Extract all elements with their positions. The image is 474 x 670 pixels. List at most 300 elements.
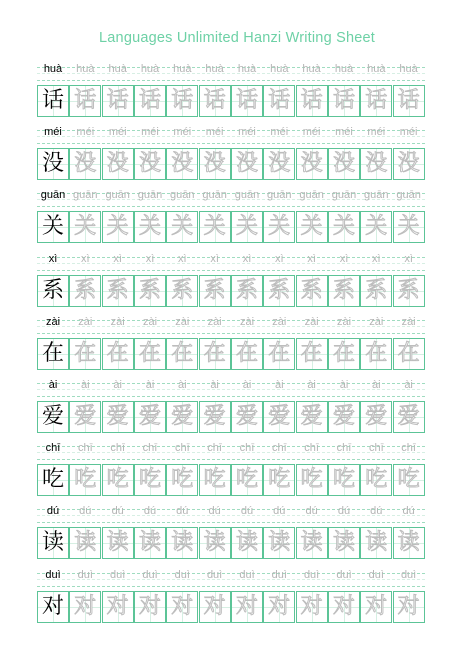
trace-pinyin: duì [271, 568, 287, 581]
trace-pinyin: dú [240, 505, 254, 518]
trace-character: 系 [74, 277, 97, 303]
trace-character: 关 [300, 214, 323, 240]
trace-character: 在 [106, 340, 129, 366]
model-pinyin: xì [48, 252, 58, 265]
practice-row [37, 568, 425, 624]
trace-character: 吃 [268, 467, 291, 493]
trace-character-box [102, 401, 134, 433]
model-character: 对 [41, 593, 64, 619]
trace-character-box [393, 464, 425, 496]
model-character-box [37, 591, 69, 623]
trace-character-box [166, 275, 198, 307]
trace-pinyin: ài [145, 379, 155, 391]
model-pinyin: duì [45, 568, 61, 581]
model-pinyin: méi [44, 126, 62, 139]
trace-character: 爱 [106, 404, 129, 429]
trace-pinyin: ài [339, 379, 349, 391]
trace-character-box [134, 275, 166, 307]
trace-character: 吃 [203, 467, 226, 493]
trace-character: 关 [106, 214, 129, 240]
trace-pinyin: guān [299, 189, 324, 202]
trace-character: 对 [171, 593, 194, 619]
trace-character-box [166, 148, 198, 180]
trace-pinyin: duì [400, 568, 417, 581]
trace-character: 在 [332, 340, 355, 366]
trace-pinyin: huà [108, 63, 127, 75]
trace-character-box [360, 85, 392, 117]
trace-character-box [199, 275, 231, 307]
model-pinyin: zài [45, 315, 61, 328]
model-character: 话 [41, 88, 64, 113]
trace-character-box [263, 338, 295, 370]
trace-pinyin: ài [242, 379, 252, 391]
trace-character-box [296, 148, 328, 180]
trace-character-box [296, 527, 328, 559]
practice-row [37, 441, 425, 497]
trace-pinyin: méi [399, 126, 418, 139]
trace-pinyin: ài [113, 379, 122, 391]
trace-character: 吃 [138, 467, 161, 493]
trace-character: 对 [300, 593, 323, 619]
trace-character: 在 [171, 340, 194, 366]
trace-character: 爱 [203, 404, 226, 429]
trace-character-box [263, 275, 295, 307]
trace-pinyin: chī [401, 442, 416, 455]
trace-pinyin: méi [238, 126, 256, 139]
trace-pinyin: ài [210, 379, 219, 391]
trace-pinyin: duì [77, 568, 93, 581]
trace-pinyin: chī [336, 442, 352, 455]
trace-pinyin: ài [307, 379, 316, 391]
trace-character: 没 [235, 151, 258, 177]
trace-character: 爱 [171, 404, 194, 429]
trace-character-box [231, 401, 263, 433]
trace-pinyin: dú [273, 505, 286, 518]
trace-pinyin: guān [202, 189, 227, 202]
trace-character: 读 [397, 530, 420, 556]
trace-character-box [199, 527, 231, 559]
trace-character-box [328, 527, 360, 559]
model-pinyin: ài [48, 379, 58, 391]
trace-character-box [69, 401, 101, 433]
trace-character-box [102, 338, 134, 370]
model-character-box [37, 527, 69, 559]
trace-character: 对 [203, 593, 226, 619]
trace-pinyin: duì [174, 568, 190, 581]
trace-pinyin: duì [110, 568, 126, 581]
trace-character: 没 [397, 151, 420, 177]
practice-row [37, 315, 425, 371]
trace-pinyin: zài [239, 315, 255, 328]
trace-character-box [263, 211, 295, 243]
trace-pinyin: ài [81, 379, 90, 391]
trace-character: 对 [106, 593, 129, 619]
trace-character: 吃 [397, 467, 420, 493]
trace-character-box [393, 148, 425, 180]
trace-pinyin: ài [275, 379, 284, 391]
trace-character-box [199, 591, 231, 623]
trace-character-box [360, 275, 392, 307]
trace-character: 系 [171, 277, 194, 303]
trace-character-box [296, 464, 328, 496]
trace-character: 读 [235, 530, 258, 556]
trace-character: 在 [268, 340, 291, 366]
trace-character: 爱 [397, 404, 420, 429]
trace-character-box [360, 464, 392, 496]
trace-character-box [393, 275, 425, 307]
model-pinyin: guān [40, 189, 66, 202]
trace-pinyin: zài [272, 315, 287, 328]
model-character-box [37, 338, 69, 370]
trace-character-box [231, 85, 263, 117]
trace-character-box [393, 401, 425, 433]
trace-character: 话 [171, 88, 194, 113]
trace-pinyin: duì [239, 568, 255, 581]
trace-character-box [102, 211, 134, 243]
trace-character: 话 [397, 88, 420, 113]
trace-character: 对 [365, 593, 388, 619]
trace-character: 吃 [300, 467, 323, 493]
model-character: 在 [41, 340, 64, 366]
trace-character: 爱 [138, 404, 161, 429]
model-character: 关 [41, 214, 64, 240]
trace-pinyin: méi [108, 126, 127, 139]
trace-pinyin: zài [401, 315, 416, 328]
trace-character: 吃 [171, 467, 194, 493]
trace-character-box [393, 85, 425, 117]
trace-character: 读 [106, 530, 129, 556]
trace-character-box [231, 211, 263, 243]
trace-pinyin: zài [78, 315, 93, 328]
trace-character-box [296, 275, 328, 307]
trace-character-box [360, 211, 392, 243]
trace-character-box [69, 591, 101, 623]
model-character: 系 [41, 277, 64, 303]
model-character: 读 [41, 530, 64, 556]
trace-character: 系 [268, 277, 291, 303]
trace-character-box [360, 401, 392, 433]
trace-pinyin: xì [339, 252, 349, 265]
trace-character: 爱 [365, 404, 388, 429]
trace-pinyin: chī [368, 442, 384, 455]
trace-character: 系 [138, 277, 161, 303]
trace-character-box [360, 148, 392, 180]
trace-character-box [231, 527, 263, 559]
trace-pinyin: dú [402, 505, 415, 518]
trace-character: 读 [300, 530, 323, 556]
trace-character-box [199, 338, 231, 370]
trace-pinyin: guān [170, 189, 195, 202]
trace-character: 读 [171, 530, 194, 556]
trace-pinyin: guān [396, 189, 421, 202]
trace-character-box [263, 85, 295, 117]
trace-character-box [69, 85, 101, 117]
trace-character: 系 [397, 277, 420, 303]
trace-pinyin: huà [140, 63, 160, 75]
trace-character: 没 [203, 151, 226, 177]
trace-pinyin: guān [137, 189, 163, 202]
trace-pinyin: duì [206, 568, 223, 581]
trace-pinyin: zài [142, 315, 158, 328]
trace-character-box [199, 401, 231, 433]
trace-pinyin: chī [110, 442, 126, 455]
trace-character-box [360, 338, 392, 370]
trace-character-box [296, 338, 328, 370]
trace-character: 爱 [74, 404, 97, 429]
trace-character: 系 [332, 277, 355, 303]
trace-pinyin: dú [305, 505, 318, 518]
model-character-box [37, 275, 69, 307]
trace-pinyin: xì [404, 252, 413, 265]
trace-pinyin: xì [372, 252, 381, 265]
trace-character: 系 [106, 277, 129, 303]
trace-character: 吃 [332, 467, 355, 493]
trace-pinyin: huà [205, 63, 224, 75]
trace-character: 关 [74, 214, 97, 240]
trace-character-box [231, 591, 263, 623]
trace-pinyin: xì [307, 252, 316, 265]
trace-pinyin: dú [111, 505, 124, 518]
trace-pinyin: dú [143, 505, 157, 518]
trace-pinyin: guān [331, 189, 357, 202]
trace-character-box [328, 338, 360, 370]
trace-pinyin: chī [77, 442, 93, 455]
trace-character-box [69, 338, 101, 370]
trace-character-box [296, 211, 328, 243]
trace-pinyin: méi [141, 126, 159, 139]
trace-character-box [199, 211, 231, 243]
trace-character-box [393, 211, 425, 243]
trace-pinyin: xì [275, 252, 284, 265]
trace-character: 在 [74, 340, 97, 366]
trace-character-box [263, 401, 295, 433]
trace-character-box [199, 464, 231, 496]
model-character-box [37, 148, 69, 180]
trace-pinyin: zài [369, 315, 384, 328]
trace-character-box [296, 85, 328, 117]
trace-character: 在 [365, 340, 388, 366]
trace-character: 爱 [332, 404, 355, 429]
trace-character-box [360, 591, 392, 623]
trace-pinyin: chī [207, 442, 222, 455]
trace-character: 没 [365, 151, 388, 177]
trace-pinyin: chī [239, 442, 255, 455]
trace-pinyin: ài [178, 379, 187, 391]
trace-pinyin: méi [335, 126, 353, 139]
trace-pinyin: duì [303, 568, 320, 581]
trace-character: 在 [300, 340, 323, 366]
trace-pinyin: méi [302, 126, 321, 139]
trace-pinyin: xì [178, 252, 187, 265]
trace-character-box [69, 148, 101, 180]
trace-pinyin: huà [334, 63, 354, 75]
trace-character: 关 [235, 214, 258, 240]
trace-character: 没 [332, 151, 355, 177]
trace-character: 吃 [106, 467, 129, 493]
trace-character: 话 [365, 88, 388, 113]
trace-character-box [263, 527, 295, 559]
trace-pinyin: chī [174, 442, 190, 455]
trace-pinyin: huà [302, 63, 321, 75]
trace-character: 关 [365, 214, 388, 240]
trace-pinyin: huà [237, 63, 257, 75]
trace-pinyin: duì [142, 568, 158, 581]
trace-character-box [166, 85, 198, 117]
trace-character: 对 [397, 593, 420, 619]
trace-pinyin: guān [267, 189, 292, 202]
trace-character-box [166, 464, 198, 496]
trace-character: 话 [106, 88, 129, 113]
practice-row [37, 188, 425, 244]
trace-character-box [134, 527, 166, 559]
trace-character: 系 [235, 277, 258, 303]
trace-character-box [166, 527, 198, 559]
trace-character: 系 [300, 277, 323, 303]
model-character: 爱 [41, 404, 64, 429]
trace-character-box [296, 591, 328, 623]
trace-character-box [328, 211, 360, 243]
model-pinyin: chī [45, 442, 61, 455]
trace-pinyin: duì [368, 568, 384, 581]
trace-character: 对 [235, 593, 258, 619]
trace-pinyin: huà [173, 63, 192, 75]
trace-character-box [328, 464, 360, 496]
trace-character: 话 [332, 88, 355, 113]
trace-character-box [328, 85, 360, 117]
trace-pinyin: méi [205, 126, 224, 139]
trace-character: 吃 [365, 467, 388, 493]
trace-character-box [328, 401, 360, 433]
trace-character-box [263, 464, 295, 496]
trace-character-box [69, 464, 101, 496]
trace-character-box [199, 85, 231, 117]
trace-character: 没 [138, 151, 161, 177]
trace-character-box [102, 591, 134, 623]
trace-pinyin: duì [336, 568, 352, 581]
trace-character: 没 [171, 151, 194, 177]
trace-character: 没 [106, 151, 129, 177]
trace-character: 读 [74, 530, 97, 556]
trace-character: 在 [235, 340, 258, 366]
trace-pinyin: méi [173, 126, 192, 139]
trace-character: 读 [203, 530, 226, 556]
trace-pinyin: ài [372, 379, 381, 391]
trace-character-box [102, 464, 134, 496]
trace-character: 话 [138, 88, 161, 113]
trace-character-box [134, 401, 166, 433]
trace-pinyin: huà [399, 63, 418, 75]
trace-character: 话 [300, 88, 323, 113]
trace-character: 关 [203, 214, 226, 240]
trace-pinyin: dú [176, 505, 189, 518]
trace-character: 没 [300, 151, 323, 177]
trace-character-box [328, 148, 360, 180]
trace-character-box [102, 527, 134, 559]
trace-pinyin: huà [76, 63, 95, 75]
trace-character-box [102, 148, 134, 180]
trace-character: 对 [268, 593, 291, 619]
trace-character-box [134, 148, 166, 180]
trace-character-box [263, 591, 295, 623]
trace-character-box [328, 591, 360, 623]
trace-character: 话 [203, 88, 226, 113]
trace-character: 对 [332, 593, 355, 619]
trace-character: 系 [203, 277, 226, 303]
trace-character: 爱 [300, 404, 323, 429]
trace-character: 没 [268, 151, 291, 177]
model-character-box [37, 211, 69, 243]
trace-pinyin: méi [270, 126, 289, 139]
trace-character-box [166, 401, 198, 433]
trace-character-box [134, 211, 166, 243]
practice-row [37, 378, 425, 434]
model-character: 吃 [41, 467, 64, 493]
trace-pinyin: huà [367, 63, 386, 75]
trace-pinyin: zài [207, 315, 222, 328]
trace-character: 读 [332, 530, 355, 556]
trace-character: 没 [74, 151, 97, 177]
trace-character: 读 [268, 530, 291, 556]
trace-character: 对 [74, 593, 97, 619]
trace-character-box [69, 527, 101, 559]
model-character-box [37, 401, 69, 433]
trace-character-box [102, 85, 134, 117]
trace-character-box [69, 211, 101, 243]
trace-pinyin: chī [142, 442, 158, 455]
trace-pinyin: dú [337, 505, 351, 518]
trace-character: 读 [365, 530, 388, 556]
trace-character: 话 [74, 88, 97, 113]
trace-pinyin: guān [234, 189, 260, 202]
trace-character-box [231, 464, 263, 496]
practice-row [37, 62, 425, 118]
trace-character-box [134, 464, 166, 496]
trace-pinyin: ài [404, 379, 413, 391]
trace-character-box [69, 275, 101, 307]
trace-character-box [393, 591, 425, 623]
model-character-box [37, 85, 69, 117]
trace-pinyin: xì [81, 252, 90, 265]
model-pinyin: dú [46, 505, 60, 518]
trace-character-box [360, 527, 392, 559]
trace-character-box [166, 211, 198, 243]
model-pinyin: huà [43, 63, 63, 75]
trace-character: 对 [138, 593, 161, 619]
trace-pinyin: méi [76, 126, 95, 139]
trace-character: 话 [235, 88, 258, 113]
practice-row [37, 504, 425, 560]
trace-pinyin: méi [367, 126, 386, 139]
trace-character: 读 [138, 530, 161, 556]
trace-character-box [296, 401, 328, 433]
trace-character: 在 [397, 340, 420, 366]
trace-pinyin: xì [113, 252, 122, 265]
trace-character-box [231, 275, 263, 307]
trace-character: 话 [268, 88, 291, 113]
trace-character-box [134, 85, 166, 117]
sheet-title: Languages Unlimited Hanzi Writing Sheet [99, 30, 375, 46]
trace-character-box [393, 527, 425, 559]
model-character-box [37, 464, 69, 496]
model-character: 没 [41, 151, 64, 177]
trace-character-box [166, 338, 198, 370]
trace-character-box [134, 338, 166, 370]
trace-character-box [166, 591, 198, 623]
trace-pinyin: huà [270, 63, 289, 75]
trace-character-box [134, 591, 166, 623]
practice-row [37, 125, 425, 181]
trace-character: 在 [138, 340, 161, 366]
